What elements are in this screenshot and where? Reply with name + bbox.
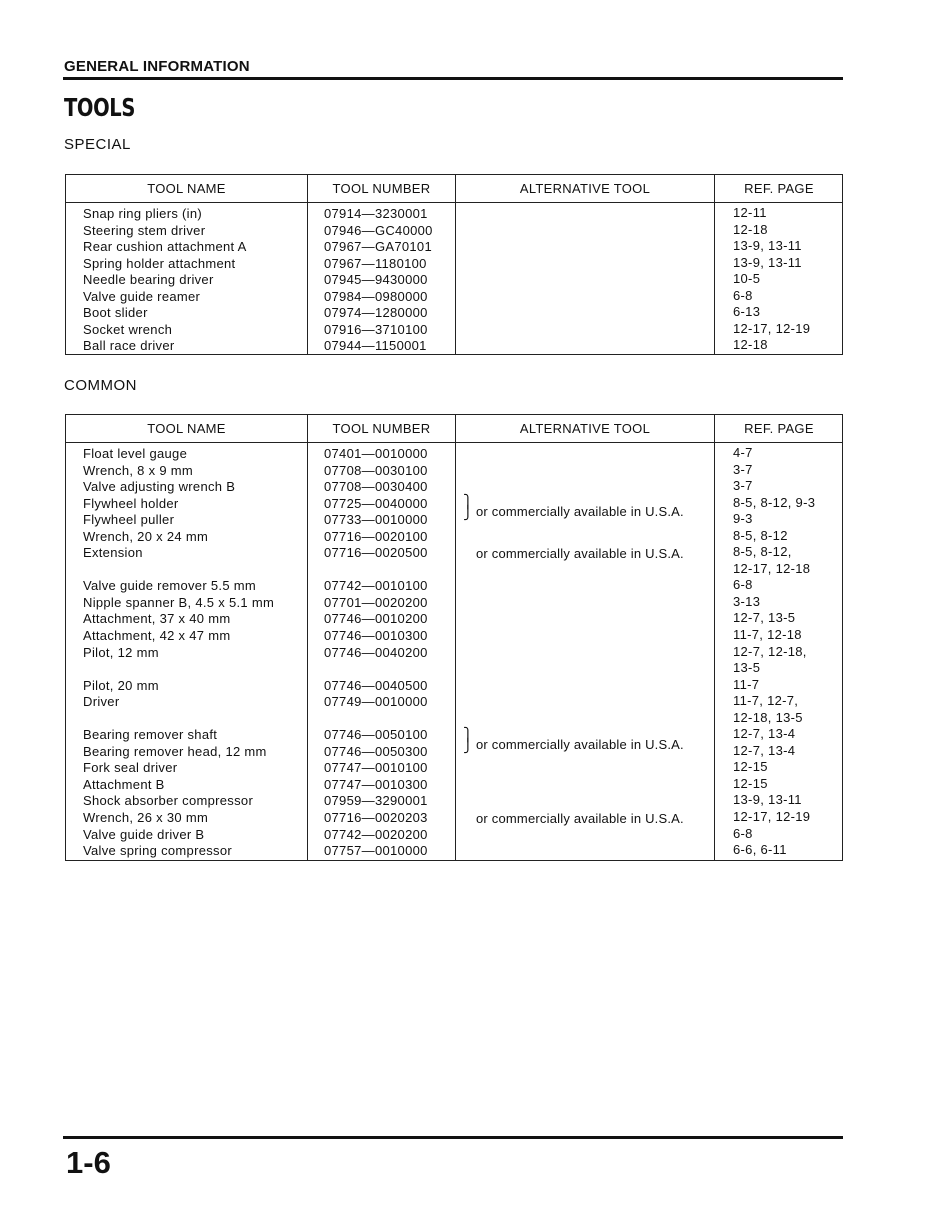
tool-number: 07742—0020200 bbox=[324, 826, 428, 842]
tool-name: Fork seal driver bbox=[83, 760, 178, 776]
ref-page: 10-5 bbox=[733, 271, 761, 287]
tool-number: 07974—1280000 bbox=[324, 305, 428, 321]
ref-page-column bbox=[733, 205, 810, 354]
tool-number: 07747—0010300 bbox=[324, 776, 428, 792]
ref-page: 6-8 bbox=[733, 825, 753, 841]
column-divider bbox=[307, 415, 308, 860]
ref-page: 6-8 bbox=[733, 287, 753, 303]
tool-name bbox=[83, 711, 274, 728]
tool-number: 07708—0030400 bbox=[324, 479, 428, 495]
ref-page: 12-18, 13-5 bbox=[733, 709, 803, 725]
tool-name: Float level gauge bbox=[83, 446, 188, 461]
tool-number: 07984—0980000 bbox=[324, 288, 428, 304]
ref-page: 11-7, 12-7, bbox=[733, 693, 799, 709]
ref-page: 12-17, 12-18 bbox=[733, 560, 811, 576]
tool-name: Wrench, 8 x 9 mm bbox=[83, 462, 194, 478]
tool-number: 07945—9430000 bbox=[324, 272, 428, 288]
common-heading: COMMON bbox=[64, 377, 137, 394]
tool-name: Bearing remover shaft bbox=[83, 727, 218, 743]
tool-name: Ball race driver bbox=[83, 338, 175, 354]
tool-number: 07967—GA70101 bbox=[324, 239, 432, 255]
header-tool-number: TOOL NUMBER bbox=[332, 421, 431, 436]
ref-page: 6-6, 6-11 bbox=[733, 842, 787, 858]
header-alternative-tool: ALTERNATIVE TOOL bbox=[519, 181, 651, 196]
ref-page: 12-7, 12-18, bbox=[733, 643, 807, 659]
ref-page: 13-5 bbox=[733, 660, 761, 676]
alternative-tool-note: or commercially available in U.S.A. bbox=[476, 504, 684, 519]
tool-number: 07716—0020500 bbox=[324, 545, 428, 561]
header-ref-page: REF. PAGE bbox=[744, 181, 814, 196]
brace-bracket: ⎫ ⎭ bbox=[463, 494, 473, 520]
tool-number: 07716—0020100 bbox=[324, 528, 428, 544]
tool-number: 07747—0010100 bbox=[324, 760, 428, 776]
tool-name-column bbox=[83, 446, 274, 860]
tool-number bbox=[324, 562, 428, 579]
tool-number: 07749—0010000 bbox=[324, 694, 428, 710]
ref-page: 8-5, 8-12, 9-3 bbox=[733, 494, 816, 510]
tool-number-column bbox=[324, 446, 428, 860]
header-tool-number: TOOL NUMBER bbox=[332, 181, 431, 196]
tool-name: Valve spring compressor bbox=[83, 843, 232, 859]
ref-page: 12-17, 12-19 bbox=[733, 809, 811, 825]
header-title: GENERAL INFORMATION bbox=[64, 58, 250, 75]
tool-number: 07725—0040000 bbox=[324, 495, 428, 511]
tool-name bbox=[83, 562, 274, 579]
tool-number: 07716—0020203 bbox=[324, 810, 428, 826]
ref-page: 12-17, 12-19 bbox=[733, 320, 811, 336]
tool-number: 07914—3230001 bbox=[324, 206, 428, 221]
brace-bracket: ⎫ ⎭ bbox=[463, 727, 473, 753]
column-divider bbox=[714, 415, 715, 860]
tool-number bbox=[324, 711, 428, 728]
common-tools-table bbox=[65, 414, 843, 861]
tool-name: Driver bbox=[83, 694, 120, 710]
tool-name: Rear cushion attachment A bbox=[83, 239, 247, 255]
tool-name: Valve adjusting wrench B bbox=[83, 479, 236, 495]
tool-name: Boot slider bbox=[83, 305, 148, 321]
ref-page: 12-7, 13-4 bbox=[733, 726, 796, 742]
tool-number: 07746—0040500 bbox=[324, 677, 428, 693]
tool-name: Flywheel puller bbox=[83, 512, 175, 528]
tool-number-column bbox=[324, 206, 433, 355]
tool-name: Attachment, 42 x 47 mm bbox=[83, 628, 231, 644]
tool-name-column bbox=[83, 206, 247, 355]
ref-page: 12-7, 13-4 bbox=[733, 742, 796, 758]
ref-page: 9-3 bbox=[733, 511, 753, 527]
ref-page: 3-7 bbox=[733, 461, 753, 477]
tool-number bbox=[324, 661, 428, 678]
ref-page: 13-9, 13-11 bbox=[733, 254, 802, 270]
ref-page: 3-7 bbox=[733, 478, 753, 494]
column-divider bbox=[455, 175, 456, 354]
tool-name: Steering stem driver bbox=[83, 222, 206, 238]
tool-name bbox=[83, 661, 274, 678]
footer-rule bbox=[63, 1136, 843, 1139]
header-rule bbox=[63, 77, 843, 80]
column-divider bbox=[714, 175, 715, 354]
tool-number: 07746—0050100 bbox=[324, 727, 428, 743]
tool-number: 07708—0030100 bbox=[324, 462, 428, 478]
tool-number: 07944—1150001 bbox=[324, 338, 427, 354]
tool-name: Snap ring pliers (in) bbox=[83, 206, 203, 221]
tool-number: 07959—3290001 bbox=[324, 793, 428, 809]
ref-page: 11-7 bbox=[733, 676, 760, 692]
tool-name: Valve guide driver B bbox=[83, 826, 205, 842]
tool-name: Attachment, 37 x 40 mm bbox=[83, 611, 231, 627]
tool-name: Pilot, 12 mm bbox=[83, 644, 159, 660]
tool-name: Extension bbox=[83, 545, 143, 561]
tool-name: Nipple spanner B, 4.5 x 5.1 mm bbox=[83, 594, 275, 610]
page-number: 1-6 bbox=[66, 1145, 111, 1180]
tool-number: 07701—0020200 bbox=[324, 594, 428, 610]
tool-number: 07401—0010000 bbox=[324, 446, 428, 461]
alternative-tool-note: or commercially available in U.S.A. bbox=[476, 546, 684, 561]
section-title: TOOLS bbox=[64, 93, 135, 122]
header-alternative-tool: ALTERNATIVE TOOL bbox=[519, 421, 651, 436]
ref-page: 6-13 bbox=[733, 304, 761, 320]
ref-page: 8-5, 8-12, bbox=[733, 544, 792, 560]
ref-page: 4-7 bbox=[733, 445, 753, 460]
tool-number: 07946—GC40000 bbox=[324, 222, 433, 238]
tool-name: Pilot, 20 mm bbox=[83, 677, 159, 693]
tool-number: 07967—1180100 bbox=[324, 255, 427, 271]
tool-name: Valve guide remover 5.5 mm bbox=[83, 578, 257, 594]
ref-page: 12-18 bbox=[733, 337, 768, 353]
ref-page: 6-8 bbox=[733, 577, 753, 593]
ref-page: 8-5, 8-12 bbox=[733, 527, 788, 543]
ref-page: 12-7, 13-5 bbox=[733, 610, 796, 626]
tool-name: Bearing remover head, 12 mm bbox=[83, 743, 267, 759]
ref-page: 12-15 bbox=[733, 759, 768, 775]
column-divider bbox=[307, 175, 308, 354]
special-heading: SPECIAL bbox=[64, 136, 131, 153]
header-tool-name: TOOL NAME bbox=[147, 421, 226, 436]
header-tool-name: TOOL NAME bbox=[147, 181, 226, 196]
alternative-tool-note: or commercially available in U.S.A. bbox=[476, 811, 684, 826]
ref-page: 11-7, 12-18 bbox=[733, 627, 802, 643]
ref-page: 12-18 bbox=[733, 221, 768, 237]
tool-number: 07746—0010200 bbox=[324, 611, 428, 627]
column-divider bbox=[455, 415, 456, 860]
ref-page: 13-9, 13-11 bbox=[733, 792, 802, 808]
tool-number: 07746—0040200 bbox=[324, 644, 428, 660]
tool-name: Socket wrench bbox=[83, 321, 173, 337]
ref-page: 3-13 bbox=[733, 593, 761, 609]
tool-name: Valve guide reamer bbox=[83, 288, 201, 304]
ref-page-column bbox=[733, 445, 815, 859]
tool-name: Spring holder attachment bbox=[83, 255, 236, 271]
tool-name: Wrench, 26 x 30 mm bbox=[83, 810, 209, 826]
tool-number: 07746—0050300 bbox=[324, 743, 428, 759]
ref-page: 12-15 bbox=[733, 775, 768, 791]
tool-name: Wrench, 20 x 24 mm bbox=[83, 528, 209, 544]
tool-name: Flywheel holder bbox=[83, 495, 179, 511]
header-ref-page: REF. PAGE bbox=[744, 421, 814, 436]
tool-number: 07746—0010300 bbox=[324, 628, 428, 644]
tool-number: 07742—0010100 bbox=[324, 578, 428, 594]
ref-page: 13-9, 13-11 bbox=[733, 238, 802, 254]
tool-name: Attachment B bbox=[83, 776, 165, 792]
tool-number: 07733—0010000 bbox=[324, 512, 428, 528]
special-tools-table bbox=[65, 174, 843, 355]
tool-name: Needle bearing driver bbox=[83, 272, 214, 288]
alternative-tool-note: or commercially available in U.S.A. bbox=[476, 737, 684, 752]
tool-number: 07757—0010000 bbox=[324, 843, 428, 859]
ref-page: 12-11 bbox=[733, 205, 767, 220]
tool-number: 07916—3710100 bbox=[324, 321, 428, 337]
tool-name: Shock absorber compressor bbox=[83, 793, 254, 809]
